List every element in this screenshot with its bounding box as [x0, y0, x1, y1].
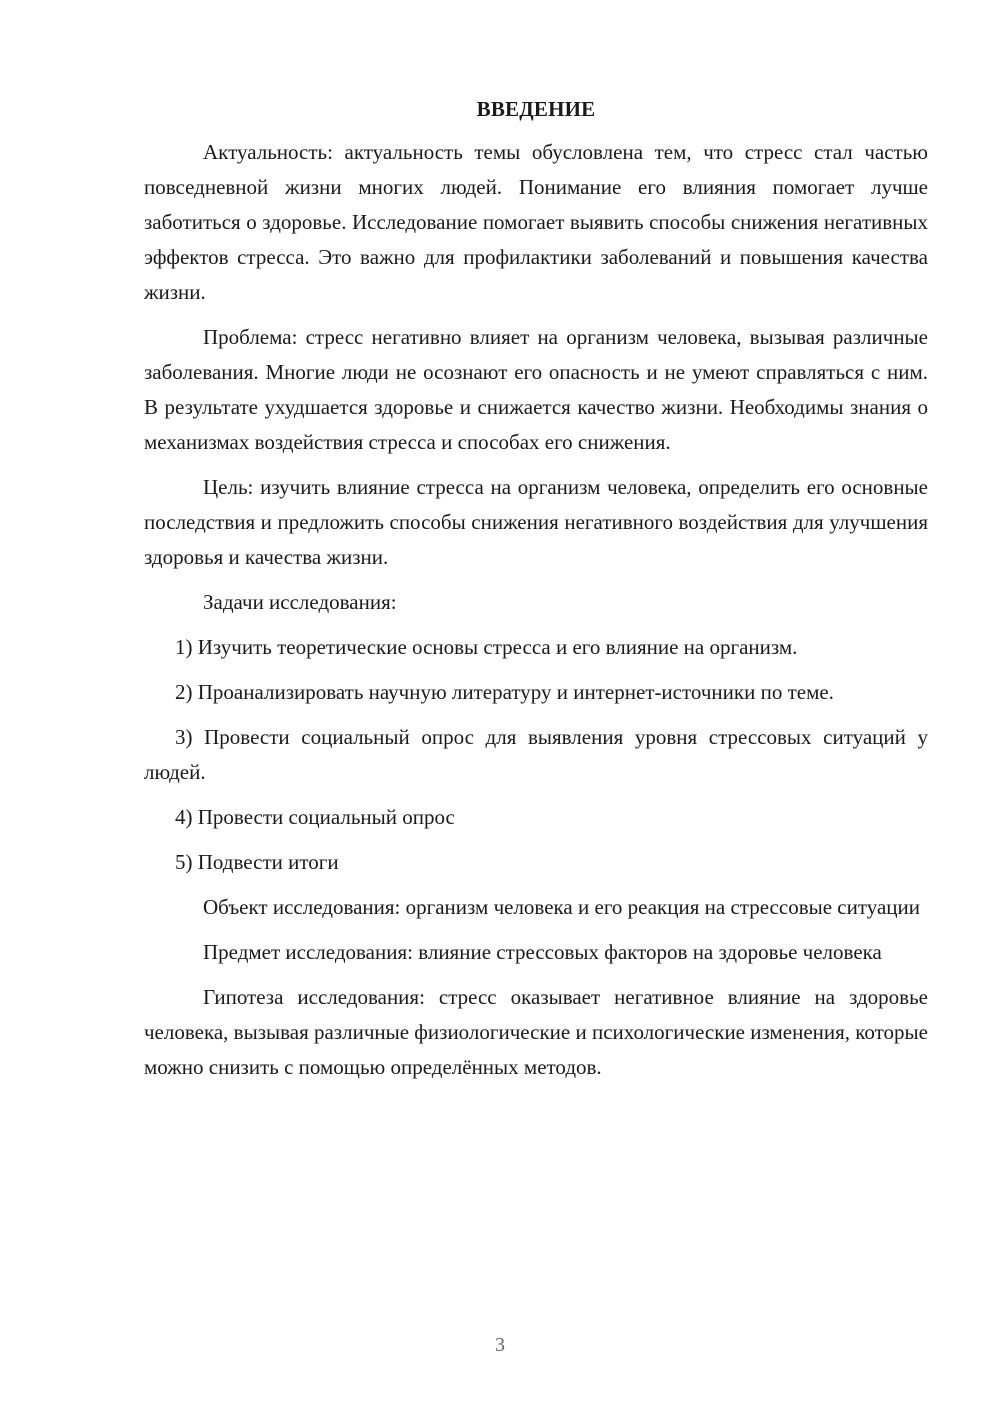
paragraph-object: Объект исследования: организм человека и его реакция на стрессовые ситуации	[203, 895, 921, 919]
task-item-4: 4) Провести социальный опрос	[175, 805, 455, 829]
paragraph-hypothesis: Гипотеза исследования: стресс оказывает негативное влияние на здоровье человека, вызывая различные физиологические и психологические изменения, которые можно снизить с помощью определённых методов.	[144, 985, 928, 1079]
task-item-3: 3) Провести социальный опрос для выявления уровня стрессовых ситуаций у людей.	[144, 725, 928, 784]
document-page	[144, 92, 928, 1095]
paragraph-goal: Цель: изучить влияние стресса на организм человека, определить его основные последствия и предложить способы снижения негативного воздействия для улучшения здоровья и качества жизни.	[144, 475, 928, 569]
paragraph-problem: Проблема: стресс негативно влияет на организм человека, вызывая различные заболевания. Многие люди не осознают его опасность и не умеют справляться с ним. В результате ухудшается здоровье и снижается качество жизни. Необходимы знания о механизмах воздействия стресса и способах его снижения.	[144, 325, 928, 454]
paragraph-relevance: Актуальность: актуальность темы обусловлена тем, что стресс стал частью повседневной жизни многих людей. Понимание его влияния помогает лучше заботиться о здоровье. Исследование помогает выявить способы снижения негативных эффектов стресса. Это важно для профилактики заболеваний и повышения качества жизни.	[144, 140, 928, 304]
task-item-1: 1) Изучить теоретические основы стресса и его влияние на организм.	[175, 635, 798, 659]
task-item-2: 2) Проанализировать научную литературу и интернет-источники по теме.	[175, 680, 834, 704]
page-number: 3	[495, 1334, 505, 1356]
section-title: ВВЕДЕНИЕ	[476, 97, 596, 121]
tasks-heading: Задачи исследования:	[203, 590, 397, 614]
task-item-5: 5) Подвести итоги	[175, 850, 339, 874]
paragraph-subject: Предмет исследования: влияние стрессовых факторов на здоровье человека	[203, 940, 882, 964]
